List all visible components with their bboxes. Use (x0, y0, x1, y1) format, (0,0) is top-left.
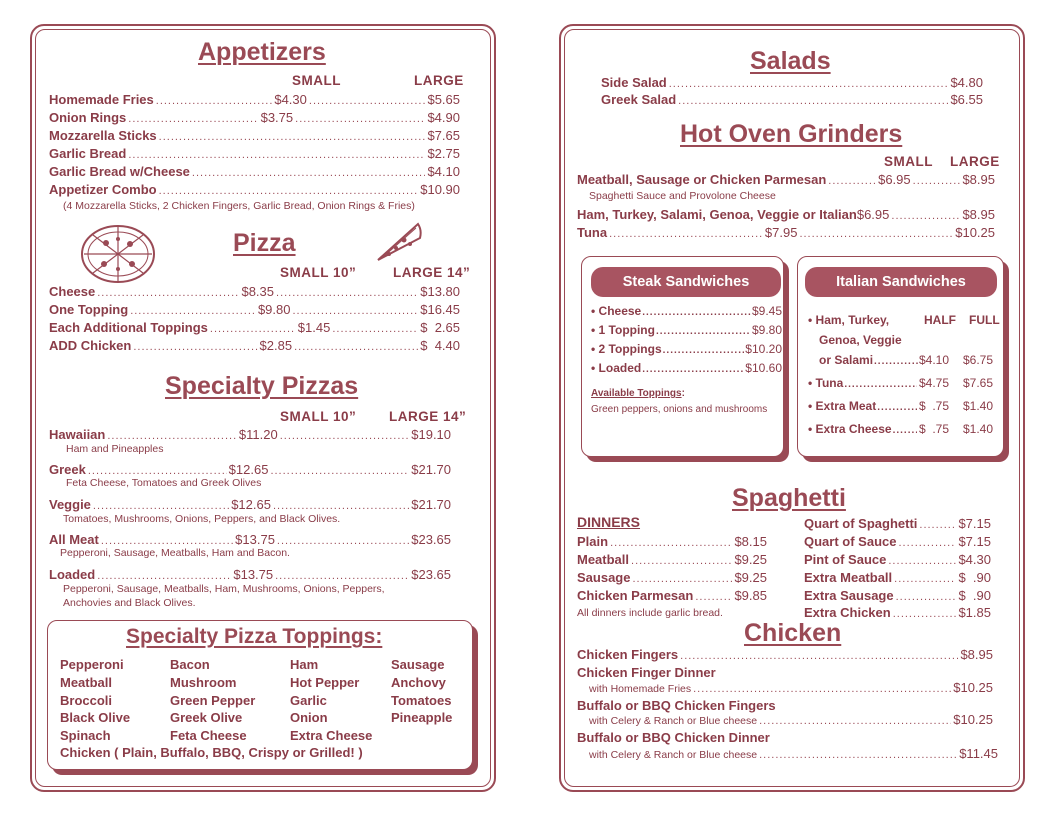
item-price: $9.25 (734, 570, 767, 585)
item-price-large: $ 2.65 (420, 320, 461, 335)
topping-item: Spinach (60, 728, 111, 743)
menu-item (804, 551, 991, 570)
item-price-large: $21.70 (411, 462, 451, 477)
item-name: • 1 Topping (591, 323, 655, 337)
item-price: $7.15 (958, 516, 991, 531)
appetizers-title: Appetizers (198, 38, 326, 66)
specialty-title: Specialty Pizzas (165, 372, 359, 400)
item-price-small: $13.75 (233, 567, 274, 582)
topping-item: Onion (290, 710, 328, 725)
item-price-large: $8.95 (962, 207, 995, 222)
item-name: Garlic Bread w/Cheese (49, 164, 190, 179)
item-price: $ .90 (958, 588, 991, 603)
item-price-half: $4.75 (919, 376, 950, 390)
italian-col-full: FULL (969, 313, 1000, 327)
item-name: Hawaiian (49, 427, 106, 442)
item-name: Side Salad (601, 75, 667, 90)
item-price: $7.15 (958, 534, 991, 549)
item-price: $11.45 (959, 746, 998, 761)
toppings-title: Specialty Pizza Toppings: (126, 625, 383, 648)
menu-item (49, 301, 460, 320)
item-name: Appetizer Combo (49, 182, 157, 197)
item-name: • Loaded (591, 361, 642, 375)
item-price-large: $23.65 (411, 532, 451, 547)
item-name: Greek Salad (601, 92, 677, 107)
menu-item (577, 646, 993, 665)
menu-item (808, 421, 918, 439)
menu-item (601, 91, 983, 110)
item-name: Ham, Turkey, Salami, Genoa, Veggie or Italian (577, 207, 857, 222)
topping-item: Meatball (60, 675, 113, 690)
item-name: Veggie (49, 497, 91, 512)
item-description: with Celery & Ranch or Blue cheese (589, 715, 758, 727)
appetizers-col-small: SMALL (292, 73, 341, 88)
item-name: Pint of Sauce (804, 552, 887, 567)
topping-item: Broccoli (60, 693, 113, 708)
italian-sandwiches-title: Italian Sandwiches (805, 267, 997, 297)
item-price: $4.80 (950, 75, 983, 90)
item-price-small: $13.75 (235, 532, 275, 547)
menu-item (577, 551, 767, 570)
item-name: Chicken Fingers (577, 647, 679, 662)
item-name: Tuna (577, 225, 608, 240)
item-name: Loaded (49, 567, 96, 582)
grinders-title: Hot Oven Grinders (680, 120, 903, 148)
pizza-col-large: LARGE 14” (393, 265, 471, 280)
menu-item (49, 127, 460, 146)
topping-item: Bacon (170, 657, 210, 672)
steak-sandwiches-title: Steak Sandwiches (591, 267, 781, 297)
item-price: $10.90 (420, 182, 460, 197)
item-price-large: $23.65 (411, 567, 452, 582)
item-price-full: $1.40 (963, 422, 994, 436)
topping-item: Greek Olive (170, 710, 243, 725)
item-name: • Extra Meat (808, 399, 877, 413)
grinders-col-large: LARGE (950, 154, 1000, 169)
item-description: with Homemade Fries (589, 683, 692, 695)
item-name: Meatball (577, 552, 630, 567)
italian-col-half: HALF (924, 313, 956, 327)
item-price-large: $13.80 (420, 284, 460, 299)
item-price: $7.65 (427, 128, 460, 143)
item-name: Extra Sausage (804, 588, 894, 603)
item-name: • Extra Cheese (808, 422, 892, 436)
item-name: or Salami (819, 353, 874, 367)
topping-item: Garlic (290, 693, 327, 708)
item-price: $10.25 (953, 680, 993, 695)
available-toppings-label: Available Toppings: (591, 388, 685, 399)
menu-item (49, 319, 460, 338)
item-price-large: $4.90 (427, 110, 460, 125)
item-price-large: $5.65 (427, 92, 461, 107)
item-price: $10.25 (953, 712, 993, 727)
menu-item (49, 145, 460, 164)
item-name: Extra Chicken (804, 605, 891, 620)
item-name: Greek (49, 462, 86, 477)
item-name: Buffalo or BBQ Chicken Fingers (577, 698, 776, 713)
item-name: Cheese (49, 284, 96, 299)
italian-item-line1: • Ham, Turkey, (808, 313, 890, 327)
item-price-large: $19.10 (411, 427, 452, 442)
item-price-full: $6.75 (963, 353, 994, 367)
item-price-small: $12.65 (228, 462, 269, 477)
item-name: All Meat (49, 532, 99, 547)
topping-item: Pineapple (391, 710, 453, 725)
item-name: Mozzarella Sticks (49, 128, 157, 143)
item-price-small: $6.95 (878, 172, 911, 187)
pizza-title: Pizza (233, 229, 296, 257)
item-description: Pepperoni, Sausage, Meatballs, Ham and Bacon. (60, 547, 290, 559)
item-price-small: $12.65 (231, 497, 271, 512)
pizza-col-small: SMALL 10” (280, 265, 357, 280)
item-name: Onion Rings (49, 110, 127, 125)
menu-item (591, 341, 782, 359)
appetizers-col-large: LARGE (414, 73, 464, 88)
menu-item (49, 91, 460, 110)
item-name: Homemade Fries (49, 92, 154, 107)
item-name: Sausage (577, 570, 631, 585)
item-name: Quart of Spaghetti (804, 516, 918, 531)
combo-note: (4 Mozzarella Sticks, 2 Chicken Fingers, Garlic Bread, Onion Rings & Fries) (63, 200, 415, 212)
item-price-small: $4.30 (274, 92, 307, 107)
item-price-small: $7.95 (764, 225, 798, 240)
menu-item (49, 283, 460, 302)
item-name: Garlic Bread (49, 146, 127, 161)
item-price: $4.30 (958, 552, 991, 567)
item-price-small: $11.20 (238, 427, 278, 442)
item-price: $6.55 (950, 92, 983, 107)
item-price-full: $1.40 (963, 399, 994, 413)
item-price-small: $6.95 (856, 207, 890, 222)
item-price-half: $ .75 (919, 422, 950, 436)
menu-item (49, 163, 460, 182)
specialty-col-large: LARGE 14” (389, 409, 467, 424)
topping-item: Green Pepper (170, 693, 256, 708)
item-price: $9.85 (734, 588, 767, 603)
item-price-small: $8.35 (241, 284, 275, 299)
item-price-small: $2.85 (259, 338, 293, 353)
menu-item (591, 303, 782, 321)
item-name: Chicken Parmesan (577, 588, 694, 603)
menu-item (49, 109, 460, 128)
item-price: $9.25 (734, 552, 767, 567)
chicken-topping-note: Chicken ( Plain, Buffalo, BBQ, Crispy or Grilled! ) (60, 745, 363, 760)
dinners-label: DINNERS (577, 514, 641, 530)
item-price: $ .90 (958, 570, 991, 585)
menu-item (577, 171, 995, 190)
item-price: $10.60 (745, 361, 782, 375)
menu-item (591, 322, 782, 340)
item-name: Each Additional Toppings (49, 320, 208, 335)
item-name: Extra Meatball (804, 570, 893, 585)
item-name: Chicken Finger Dinner (577, 665, 716, 680)
pizza-slice-icon (374, 220, 424, 265)
item-name: • 2 Toppings (591, 342, 662, 356)
chicken-title: Chicken (744, 619, 842, 647)
item-description: Ham and Pineapples (66, 443, 164, 455)
menu-item (589, 711, 993, 730)
topping-item: Tomatoes (391, 693, 452, 708)
item-name: • Cheese (591, 304, 642, 318)
item-price-large: $21.70 (411, 497, 452, 512)
topping-item: Hot Pepper (290, 675, 360, 690)
topping-item: Black Olive (60, 710, 131, 725)
menu-item (804, 569, 991, 588)
spaghetti-title: Spaghetti (732, 484, 846, 512)
menu-item (589, 745, 998, 764)
item-name: Meatball, Sausage or Chicken Parmesan (577, 172, 827, 187)
item-price-half: $4.10 (919, 353, 950, 367)
item-name: ADD Chicken (49, 338, 132, 353)
menu-item (589, 679, 993, 698)
menu-item (49, 337, 460, 356)
item-description: Tomatoes, Mushrooms, Onions, Peppers, and Black Olives. (63, 513, 341, 525)
item-price: $1.85 (958, 605, 991, 620)
item-price-full: $7.65 (963, 376, 994, 390)
item-price-small: $9.80 (257, 302, 291, 317)
item-price: $9.45 (751, 304, 782, 318)
dinners-note: All dinners include garlic bread. (577, 607, 723, 619)
item-price-large: $16.45 (420, 302, 460, 317)
menu-item (577, 224, 995, 243)
topping-item: Sausage (391, 657, 445, 672)
menu-item (577, 587, 767, 606)
item-description: Pepperoni, Sausage, Meatballs, Ham, Mushrooms, Onions, Peppers, (63, 583, 385, 595)
item-price-small: $3.75 (260, 110, 294, 125)
pizza-icon (78, 219, 158, 289)
italian-item-line2: Genoa, Veggie (819, 333, 902, 347)
item-price-small: $1.45 (297, 320, 331, 335)
item-name: Plain (577, 534, 609, 549)
grinders-col-small: SMALL (884, 154, 933, 169)
item-price: $8.95 (960, 647, 993, 662)
topping-item: Feta Cheese (170, 728, 247, 743)
menu-item (819, 352, 919, 370)
menu-item (577, 569, 767, 588)
item-name: Quart of Sauce (804, 534, 897, 549)
menu-item (577, 533, 767, 552)
item-price-large: $ 4.40 (420, 338, 461, 353)
topping-item: Ham (290, 657, 319, 672)
item-price: $4.10 (427, 164, 460, 179)
topping-item: Mushroom (170, 675, 237, 690)
item-name: One Topping (49, 302, 129, 317)
item-price-half: $ .75 (919, 399, 950, 413)
available-toppings-text: Green peppers, onions and mushrooms (591, 404, 768, 415)
item-description: with Celery & Ranch or Blue cheese (589, 749, 758, 761)
item-name: Buffalo or BBQ Chicken Dinner (577, 730, 770, 745)
item-price: $10.20 (745, 342, 782, 356)
menu-item (591, 360, 782, 378)
item-description: Feta Cheese, Tomatoes and Greek Olives (66, 477, 262, 489)
item-description: Anchovies and Black Olives. (63, 597, 196, 609)
item-name: • Tuna (808, 376, 844, 390)
specialty-col-small: SMALL 10” (280, 409, 357, 424)
menu-item (808, 375, 918, 393)
topping-item: Anchovy (391, 675, 446, 690)
menu-item (577, 206, 995, 225)
item-price-large: $8.95 (962, 172, 995, 187)
item-price: $2.75 (427, 146, 460, 161)
menu-item (804, 533, 991, 552)
item-price-large: $10.25 (955, 225, 995, 240)
item-description: Spaghetti Sauce and Provolone Cheese (589, 190, 776, 202)
topping-item: Extra Cheese (290, 728, 373, 743)
menu-item (808, 398, 918, 416)
menu-item (804, 515, 991, 534)
item-price: $8.15 (734, 534, 767, 549)
topping-item: Pepperoni (60, 657, 124, 672)
item-price: $9.80 (751, 323, 782, 337)
salads-title: Salads (750, 47, 831, 75)
menu-item (49, 181, 460, 200)
